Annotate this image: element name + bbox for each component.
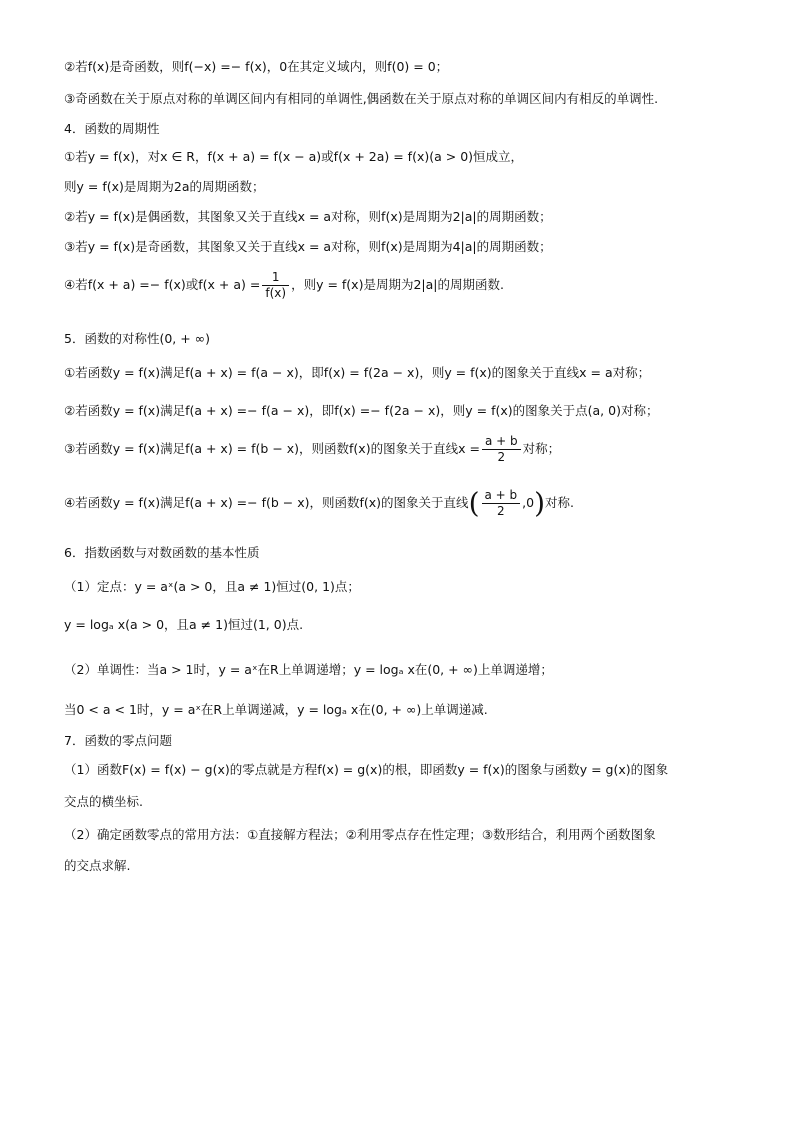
text-line: ③若y = f(x)是奇函数，其图象又关于直线x = a对称，则f(x)是周期为4|a|的周期函数； [64, 239, 552, 254]
text-line: （2）单调性：当a > 1时，y = aˣ在R上单调递增；y = logₐ x在(0, + ∞)上单调递增； [64, 662, 553, 677]
text-line: 当0 < a < 1时，y = aˣ在R上单调递减，y = logₐ x在(0, + ∞)上单调递减. [64, 702, 488, 717]
text-line: y = logₐ x(a > 0，且a ≠ 1)恒过(1, 0)点. [64, 617, 304, 632]
fraction-denominator: 2 [482, 449, 521, 465]
formula-text: ④若f(x + a) =− f(x)或f(x + a) = [64, 277, 261, 292]
section-heading: 6．指数函数与对数函数的基本性质 [64, 545, 260, 560]
section-heading: 7．函数的零点问题 [64, 733, 172, 748]
fraction-numerator: 1 [271, 270, 280, 284]
text-line: （1）定点：y = aˣ(a > 0，且a ≠ 1)恒过(0, 1)点； [64, 579, 360, 594]
fraction-numerator: a + b [484, 434, 518, 448]
text-line: ①若函数y = f(x)满足f(a + x) = f(a − x)，即f(x) = f(2a − x)，则y = f(x)的图象关于直线x = a对称； [64, 365, 651, 380]
text-line: ②若y = f(x)是偶函数，其图象又关于直线x = a对称，则f(x)是周期为2|a|的周期函数； [64, 209, 552, 224]
formula-text: 对称. [545, 495, 575, 510]
text-line: ②若函数y = f(x)满足f(a + x) =− f(a − x)，即f(x) =− f(2a − x)，则y = f(x)的图象关于点(a, 0)对称； [64, 403, 659, 418]
text-line: ②若f(x)是奇函数，则f(−x) =− f(x)，0在其定义域内，则f(0) = 0； [64, 59, 449, 74]
formula-line [64, 432, 754, 466]
formula-line [64, 483, 754, 524]
formula-text: ③若函数y = f(x)满足f(a + x) = f(b − x)，则函数f(x)的图象关于直线x = [64, 441, 480, 456]
text-line: （2）确定函数零点的常用方法：①直接解方程法；②利用零点存在性定理；③数形结合，利用两个函数图象 [64, 827, 656, 842]
left-paren: ( [468, 486, 480, 520]
section-heading: 5．函数的对称性(0, + ∞) [64, 331, 210, 346]
fraction-denominator: f(x) [262, 285, 289, 301]
formula-line [64, 268, 754, 302]
text-line: 交点的横坐标. [64, 794, 143, 809]
formula-text: ,0 [522, 495, 535, 510]
text-line: （1）函数F(x) = f(x) − g(x)的零点就是方程f(x) = g(x)的根，即函数y = f(x)的图象与函数y = g(x)的图象 [64, 762, 669, 777]
fraction-denominator: 2 [482, 503, 521, 519]
text-line: 的交点求解. [64, 858, 131, 873]
fraction [482, 488, 521, 519]
section-heading: 4．函数的周期性 [64, 121, 160, 136]
right-paren: ) [534, 486, 546, 520]
text-line: ①若y = f(x)，对x ∈ R，f(x + a) = f(x − a)或f(x + 2a) = f(x)(a > 0)恒成立， [64, 149, 524, 164]
fraction [482, 434, 521, 465]
fraction [262, 270, 289, 301]
formula-text: 对称； [522, 441, 561, 456]
fraction-numerator: a + b [484, 488, 518, 502]
formula-text: ，则y = f(x)是周期为2|a|的周期函数. [291, 277, 504, 292]
text-line: 则y = f(x)是周期为2a的周期函数； [64, 179, 265, 194]
formula-text: ④若函数y = f(x)满足f(a + x) =− f(b − x)，则函数f(x)的图象关于直线 [64, 495, 469, 510]
text-line: ③奇函数在关于原点对称的单调区间内有相同的单调性,偶函数在关于原点对称的单调区间内有相反的单调性. [64, 91, 659, 106]
